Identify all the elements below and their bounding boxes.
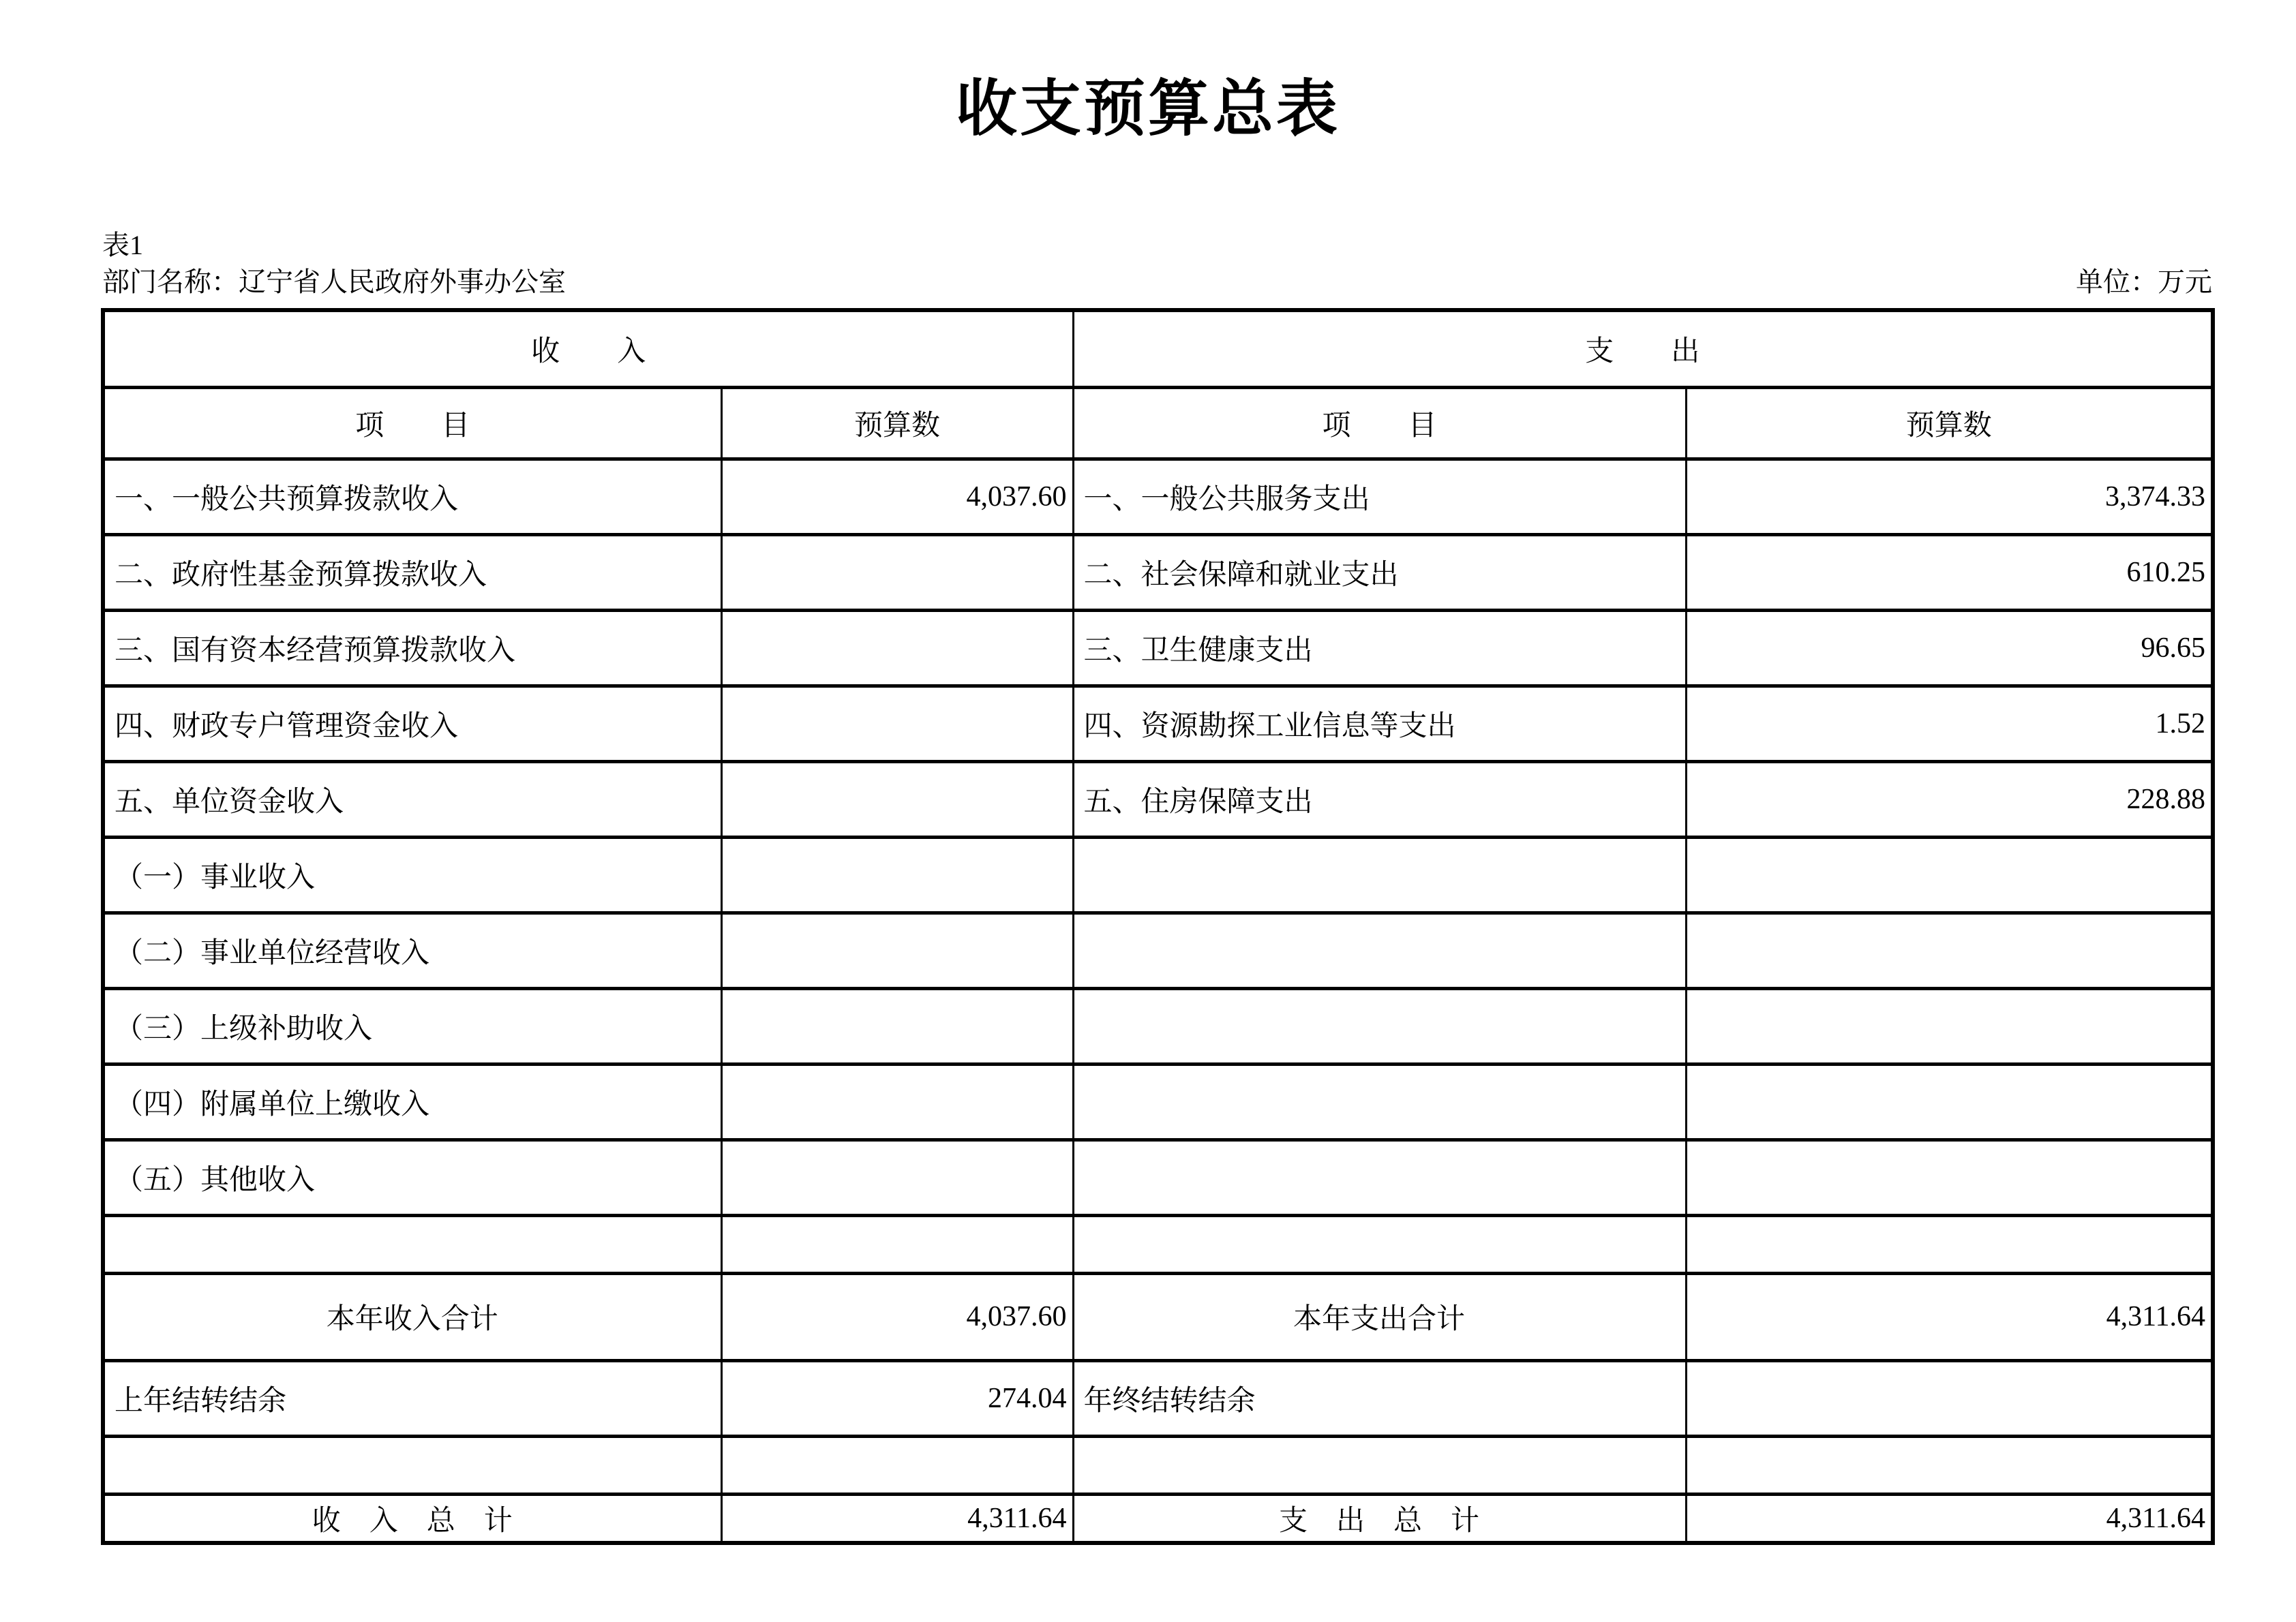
expense-value-cell xyxy=(1686,1139,2213,1215)
income-value-cell xyxy=(721,913,1073,988)
income-item-cell: 五、单位资金收入 xyxy=(103,761,721,837)
table-row xyxy=(103,534,2213,610)
income-item-column-header: 项 目 xyxy=(103,387,721,459)
income-item-cell: 三、国有资本经营预算拨款收入 xyxy=(103,610,721,686)
table-row xyxy=(103,1139,2213,1215)
income-value-cell xyxy=(721,1064,1073,1139)
expense-item-cell: 本年支出合计 xyxy=(1073,1273,1686,1360)
income-item-cell: （五）其他收入 xyxy=(103,1139,721,1215)
income-value-cell: 4,311.64 xyxy=(721,1494,1073,1543)
income-item-cell xyxy=(103,1215,721,1273)
income-item-cell: 上年结转结余 xyxy=(103,1360,721,1436)
expense-section-header: 支 出 xyxy=(1073,310,2213,387)
income-value-cell: 4,037.60 xyxy=(721,1273,1073,1360)
income-item-cell xyxy=(103,1436,721,1494)
income-value-cell xyxy=(721,534,1073,610)
expense-value-cell xyxy=(1686,1360,2213,1436)
expense-value-cell: 610.25 xyxy=(1686,534,2213,610)
subtotal-row xyxy=(103,1273,2213,1360)
table-header-row xyxy=(103,310,2213,387)
income-item-cell: （四）附属单位上缴收入 xyxy=(103,1064,721,1139)
table-row xyxy=(103,761,2213,837)
income-item-cell: （三）上级补助收入 xyxy=(103,988,721,1064)
department-name: 部门名称：辽宁省人民政府外事办公室 xyxy=(102,266,566,297)
grand-total-row xyxy=(103,1494,2213,1543)
income-value-cell xyxy=(721,1139,1073,1215)
expense-item-cell: 四、资源勘探工业信息等支出 xyxy=(1073,686,1686,761)
table-row xyxy=(103,913,2213,988)
income-value-cell: 4,037.60 xyxy=(721,459,1073,534)
income-value-cell: 274.04 xyxy=(721,1360,1073,1436)
expense-value-cell: 228.88 xyxy=(1686,761,2213,837)
table-row xyxy=(103,988,2213,1064)
income-item-cell: 四、财政专户管理资金收入 xyxy=(103,686,721,761)
expense-item-cell: 三、卫生健康支出 xyxy=(1073,610,1686,686)
table-number-label: 表1 xyxy=(102,230,143,260)
unit-label: 单位：万元 xyxy=(2076,266,2212,297)
expense-value-cell xyxy=(1686,913,2213,988)
expense-item-cell xyxy=(1073,913,1686,988)
expense-value-cell: 1.52 xyxy=(1686,686,2213,761)
expense-item-cell: 一、一般公共服务支出 xyxy=(1073,459,1686,534)
expense-item-cell xyxy=(1073,837,1686,913)
income-value-cell xyxy=(721,686,1073,761)
expense-item-cell xyxy=(1073,1215,1686,1273)
page-title: 收支预算总表 xyxy=(956,76,1340,143)
income-value-cell xyxy=(721,1215,1073,1273)
income-budget-column-header: 预算数 xyxy=(721,387,1073,459)
expense-item-cell xyxy=(1073,988,1686,1064)
income-value-cell xyxy=(721,610,1073,686)
income-item-cell: 收 入 总 计 xyxy=(103,1494,721,1543)
income-value-cell xyxy=(721,1436,1073,1494)
expense-value-cell: 4,311.64 xyxy=(1686,1273,2213,1360)
expense-value-cell: 96.65 xyxy=(1686,610,2213,686)
expense-item-cell xyxy=(1073,1139,1686,1215)
expense-value-cell xyxy=(1686,1436,2213,1494)
income-item-cell: （一）事业收入 xyxy=(103,837,721,913)
table-row xyxy=(103,459,2213,534)
table-subheader-row xyxy=(103,387,2213,459)
expense-item-cell xyxy=(1073,1436,1686,1494)
expense-item-cell: 二、社会保障和就业支出 xyxy=(1073,534,1686,610)
income-item-cell: 一、一般公共预算拨款收入 xyxy=(103,459,721,534)
income-section-header: 收 入 xyxy=(103,310,1073,387)
income-value-cell xyxy=(721,988,1073,1064)
expense-item-cell xyxy=(1073,1064,1686,1139)
expense-value-cell xyxy=(1686,988,2213,1064)
expense-budget-column-header: 预算数 xyxy=(1686,387,2213,459)
expense-item-cell: 五、住房保障支出 xyxy=(1073,761,1686,837)
expense-item-column-header: 项 目 xyxy=(1073,387,1686,459)
expense-item-cell: 年终结转结余 xyxy=(1073,1360,1686,1436)
expense-item-cell: 支 出 总 计 xyxy=(1073,1494,1686,1543)
empty-row xyxy=(103,1215,2213,1273)
budget-table xyxy=(101,308,2215,1545)
expense-value-cell: 3,374.33 xyxy=(1686,459,2213,534)
carryover-row xyxy=(103,1360,2213,1436)
table-row xyxy=(103,610,2213,686)
income-item-cell: （二）事业单位经营收入 xyxy=(103,913,721,988)
table-row xyxy=(103,686,2213,761)
income-value-cell xyxy=(721,761,1073,837)
income-item-cell: 本年收入合计 xyxy=(103,1273,721,1360)
table-row xyxy=(103,1064,2213,1139)
empty-row xyxy=(103,1436,2213,1494)
table-row xyxy=(103,837,2213,913)
meta-row xyxy=(102,267,2212,297)
expense-value-cell xyxy=(1686,837,2213,913)
expense-value-cell: 4,311.64 xyxy=(1686,1494,2213,1543)
income-item-cell: 二、政府性基金预算拨款收入 xyxy=(103,534,721,610)
expense-value-cell xyxy=(1686,1215,2213,1273)
income-value-cell xyxy=(721,837,1073,913)
expense-value-cell xyxy=(1686,1064,2213,1139)
